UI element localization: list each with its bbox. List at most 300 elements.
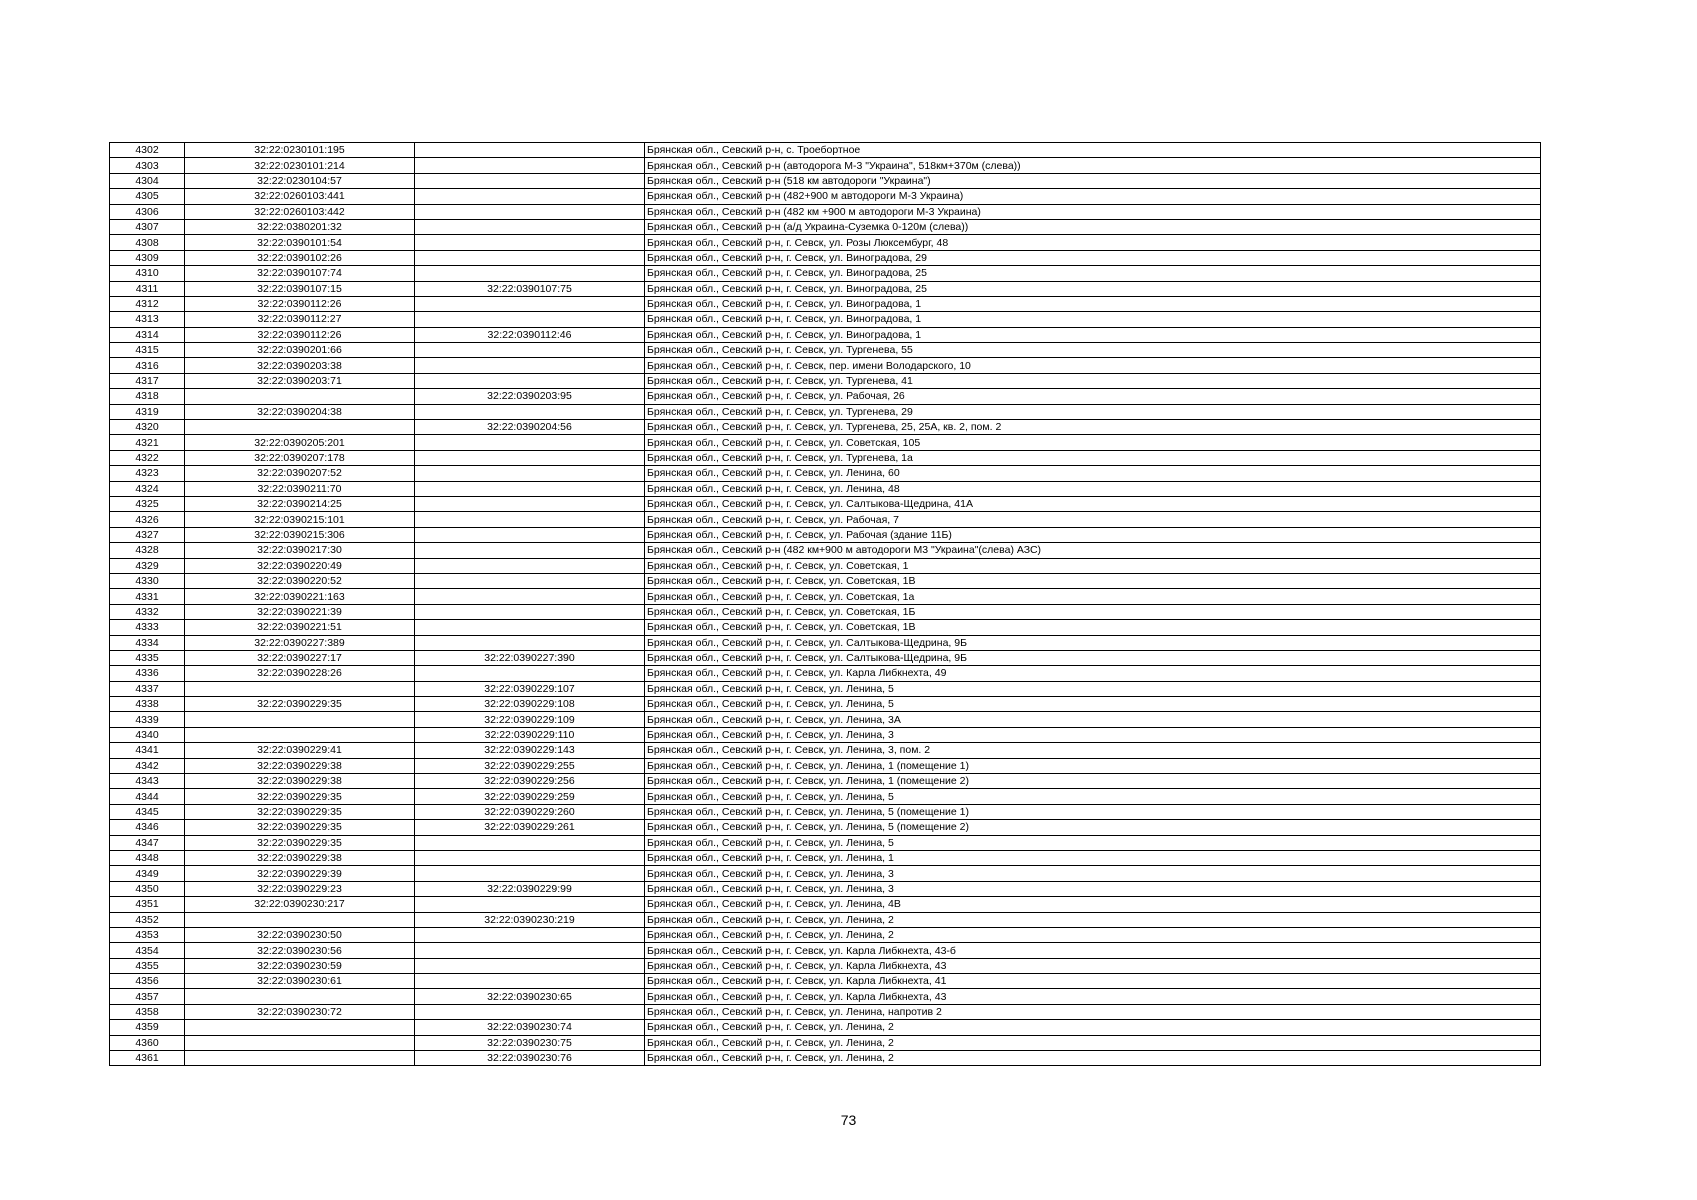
cadastral-number-cell: 32:22:0390211:70 <box>185 481 415 496</box>
address-cell: Брянская обл., Севский р-н, г. Севск, ул. Советская, 1Б <box>645 604 1541 619</box>
address-cell: Брянская обл., Севский р-н, г. Севск, ул. Виноградова, 1 <box>645 312 1541 327</box>
table-row <box>110 312 1541 327</box>
table-row <box>110 989 1541 1004</box>
related-cadastral-number-cell: 32:22:0390229:256 <box>415 774 645 789</box>
cadastral-number-cell: 32:22:0390203:71 <box>185 373 415 388</box>
cadastral-number-cell <box>185 389 415 404</box>
address-cell: Брянская обл., Севский р-н, г. Севск, ул. Советская, 1 <box>645 558 1541 573</box>
address-cell: Брянская обл., Севский р-н, г. Севск, ул. Ленина, 2 <box>645 1051 1541 1066</box>
address-cell: Брянская обл., Севский р-н, г. Севск, ул. Ленина, 2 <box>645 912 1541 927</box>
related-cadastral-number-cell <box>415 927 645 942</box>
address-cell: Брянская обл., Севский р-н, г. Севск, ул. Тургенева, 55 <box>645 343 1541 358</box>
address-cell: Брянская обл., Севский р-н, г. Севск, ул. Карла Либкнехта, 41 <box>645 974 1541 989</box>
address-cell: Брянская обл., Севский р-н, г. Севск, ул. Советская, 105 <box>645 435 1541 450</box>
cadastral-number-cell: 32:22:0390214:25 <box>185 496 415 511</box>
related-cadastral-number-cell: 32:22:0390204:56 <box>415 420 645 435</box>
address-cell: Брянская обл., Севский р-н, г. Севск, ул. Виноградова, 25 <box>645 266 1541 281</box>
table-row <box>110 435 1541 450</box>
table-row <box>110 589 1541 604</box>
address-cell: Брянская обл., Севский р-н, г. Севск, ул. Рабочая, 7 <box>645 512 1541 527</box>
cadastral-number-cell: 32:22:0390112:26 <box>185 327 415 342</box>
row-number-cell: 4314 <box>110 327 185 342</box>
related-cadastral-number-cell: 32:22:0390229:110 <box>415 727 645 742</box>
cadastral-number-cell <box>185 1035 415 1050</box>
table-row <box>110 358 1541 373</box>
row-number-cell: 4313 <box>110 312 185 327</box>
table-row <box>110 1020 1541 1035</box>
table-row <box>110 1035 1541 1050</box>
table-row <box>110 235 1541 250</box>
address-cell: Брянская обл., Севский р-н, г. Севск, ул. Карла Либкнехта, 43-б <box>645 943 1541 958</box>
related-cadastral-number-cell <box>415 1004 645 1019</box>
table-row <box>110 881 1541 896</box>
table-row <box>110 620 1541 635</box>
row-number-cell: 4325 <box>110 496 185 511</box>
table-row <box>110 650 1541 665</box>
related-cadastral-number-cell <box>415 358 645 373</box>
row-number-cell: 4321 <box>110 435 185 450</box>
row-number-cell: 4327 <box>110 527 185 542</box>
related-cadastral-number-cell: 32:22:0390229:109 <box>415 712 645 727</box>
table-row <box>110 758 1541 773</box>
table-row <box>110 266 1541 281</box>
related-cadastral-number-cell <box>415 974 645 989</box>
related-cadastral-number-cell <box>415 543 645 558</box>
cadastral-number-cell <box>185 727 415 742</box>
cadastral-number-cell: 32:22:0390229:35 <box>185 804 415 819</box>
related-cadastral-number-cell: 32:22:0390229:260 <box>415 804 645 819</box>
cadastral-number-cell: 32:22:0390229:23 <box>185 881 415 896</box>
row-number-cell: 4310 <box>110 266 185 281</box>
row-number-cell: 4355 <box>110 958 185 973</box>
cadastral-number-cell: 32:22:0390230:217 <box>185 897 415 912</box>
row-number-cell: 4326 <box>110 512 185 527</box>
cadastral-number-cell <box>185 989 415 1004</box>
cadastral-number-cell: 32:22:0390112:26 <box>185 296 415 311</box>
row-number-cell: 4358 <box>110 1004 185 1019</box>
cadastral-number-cell: 32:22:0390203:38 <box>185 358 415 373</box>
row-number-cell: 4360 <box>110 1035 185 1050</box>
cadastral-number-cell: 32:22:0390227:17 <box>185 650 415 665</box>
address-cell: Брянская обл., Севский р-н, с. Троебортное <box>645 143 1541 158</box>
row-number-cell: 4308 <box>110 235 185 250</box>
row-number-cell: 4305 <box>110 189 185 204</box>
row-number-cell: 4315 <box>110 343 185 358</box>
cadastral-number-cell: 32:22:0390230:61 <box>185 974 415 989</box>
address-cell: Брянская обл., Севский р-н (482 км+900 м автодороги М3 "Украина"(слева) АЗС) <box>645 543 1541 558</box>
cadastral-number-cell: 32:22:0390229:35 <box>185 820 415 835</box>
related-cadastral-number-cell <box>415 620 645 635</box>
address-cell: Брянская обл., Севский р-н (а/д Украина-Суземка 0-120м (слева)) <box>645 219 1541 234</box>
related-cadastral-number-cell <box>415 173 645 188</box>
row-number-cell: 4311 <box>110 281 185 296</box>
row-number-cell: 4306 <box>110 204 185 219</box>
table-row <box>110 373 1541 388</box>
related-cadastral-number-cell <box>415 835 645 850</box>
cadastral-number-cell: 32:22:0390107:74 <box>185 266 415 281</box>
related-cadastral-number-cell: 32:22:0390230:219 <box>415 912 645 927</box>
table-row <box>110 281 1541 296</box>
row-number-cell: 4312 <box>110 296 185 311</box>
cadastral-number-cell: 32:22:0390229:38 <box>185 774 415 789</box>
address-cell: Брянская обл., Севский р-н, г. Севск, ул. Ленина, 2 <box>645 1035 1541 1050</box>
table-row <box>110 204 1541 219</box>
address-cell: Брянская обл., Севский р-н, г. Севск, ул. Салтыкова-Щедрина, 9Б <box>645 650 1541 665</box>
related-cadastral-number-cell <box>415 635 645 650</box>
related-cadastral-number-cell: 32:22:0390229:99 <box>415 881 645 896</box>
related-cadastral-number-cell <box>415 589 645 604</box>
row-number-cell: 4329 <box>110 558 185 573</box>
related-cadastral-number-cell <box>415 235 645 250</box>
related-cadastral-number-cell: 32:22:0390107:75 <box>415 281 645 296</box>
related-cadastral-number-cell <box>415 850 645 865</box>
address-cell: Брянская обл., Севский р-н, г. Севск, ул. Ленина, напротив 2 <box>645 1004 1541 1019</box>
address-cell: Брянская обл., Севский р-н (518 км автодороги "Украина") <box>645 173 1541 188</box>
cadastral-number-cell: 32:22:0390230:59 <box>185 958 415 973</box>
row-number-cell: 4357 <box>110 989 185 1004</box>
cadastral-number-cell: 32:22:0390229:39 <box>185 866 415 881</box>
address-cell: Брянская обл., Севский р-н (автодорога М-3 "Украина", 518км+370м (слева)) <box>645 158 1541 173</box>
address-cell: Брянская обл., Севский р-н, г. Севск, ул. Ленина, 60 <box>645 466 1541 481</box>
row-number-cell: 4343 <box>110 774 185 789</box>
address-cell: Брянская обл., Севский р-н, г. Севск, ул. Ленина, 5 <box>645 681 1541 696</box>
cadastral-number-cell: 32:22:0390220:49 <box>185 558 415 573</box>
address-cell: Брянская обл., Севский р-н, г. Севск, ул. Салтыкова-Щедрина, 9Б <box>645 635 1541 650</box>
cadastral-number-cell: 32:22:0390220:52 <box>185 573 415 588</box>
table-row <box>110 681 1541 696</box>
table-row <box>110 866 1541 881</box>
related-cadastral-number-cell: 32:22:0390229:143 <box>415 743 645 758</box>
related-cadastral-number-cell: 32:22:0390227:390 <box>415 650 645 665</box>
related-cadastral-number-cell: 32:22:0390230:74 <box>415 1020 645 1035</box>
address-cell: Брянская обл., Севский р-н, г. Севск, ул. Ленина, 5 (помещение 2) <box>645 820 1541 835</box>
related-cadastral-number-cell <box>415 343 645 358</box>
cadastral-number-cell: 32:22:0230101:214 <box>185 158 415 173</box>
address-cell: Брянская обл., Севский р-н, г. Севск, ул. Ленина, 2 <box>645 927 1541 942</box>
row-number-cell: 4334 <box>110 635 185 650</box>
related-cadastral-number-cell <box>415 558 645 573</box>
address-cell: Брянская обл., Севский р-н, г. Севск, ул. Виноградова, 25 <box>645 281 1541 296</box>
row-number-cell: 4328 <box>110 543 185 558</box>
row-number-cell: 4333 <box>110 620 185 635</box>
cadastral-number-cell: 32:22:0230101:195 <box>185 143 415 158</box>
address-cell: Брянская обл., Севский р-н, г. Севск, ул. Рабочая, 26 <box>645 389 1541 404</box>
row-number-cell: 4309 <box>110 250 185 265</box>
cadastral-number-cell: 32:22:0390229:38 <box>185 850 415 865</box>
row-number-cell: 4361 <box>110 1051 185 1066</box>
cadastral-number-cell: 32:22:0390227:389 <box>185 635 415 650</box>
related-cadastral-number-cell: 32:22:0390229:255 <box>415 758 645 773</box>
cadastral-number-cell <box>185 420 415 435</box>
table-row <box>110 666 1541 681</box>
cadastral-number-cell: 32:22:0390204:38 <box>185 404 415 419</box>
address-cell: Брянская обл., Севский р-н, г. Севск, пер. имени Володарского, 10 <box>645 358 1541 373</box>
cadastral-number-cell: 32:22:0390230:50 <box>185 927 415 942</box>
related-cadastral-number-cell <box>415 573 645 588</box>
address-cell: Брянская обл., Севский р-н, г. Севск, ул. Ленина, 5 (помещение 1) <box>645 804 1541 819</box>
row-number-cell: 4337 <box>110 681 185 696</box>
related-cadastral-number-cell <box>415 958 645 973</box>
table-row <box>110 466 1541 481</box>
table-row <box>110 389 1541 404</box>
related-cadastral-number-cell <box>415 266 645 281</box>
address-cell: Брянская обл., Севский р-н, г. Севск, ул. Ленина, 5 <box>645 789 1541 804</box>
table-row <box>110 974 1541 989</box>
address-cell: Брянская обл., Севский р-н, г. Севск, ул. Виноградова, 29 <box>645 250 1541 265</box>
cadastral-number-cell: 32:22:0390221:39 <box>185 604 415 619</box>
row-number-cell: 4345 <box>110 804 185 819</box>
address-cell: Брянская обл., Севский р-н, г. Севск, ул. Карла Либкнехта, 43 <box>645 989 1541 1004</box>
address-cell: Брянская обл., Севский р-н, г. Севск, ул. Карла Либкнехта, 49 <box>645 666 1541 681</box>
related-cadastral-number-cell <box>415 450 645 465</box>
table-row <box>110 835 1541 850</box>
cadastral-number-cell: 32:22:0390215:101 <box>185 512 415 527</box>
related-cadastral-number-cell <box>415 404 645 419</box>
row-number-cell: 4338 <box>110 697 185 712</box>
row-number-cell: 4335 <box>110 650 185 665</box>
table-row <box>110 820 1541 835</box>
cadastral-number-cell: 32:22:0390107:15 <box>185 281 415 296</box>
row-number-cell: 4339 <box>110 712 185 727</box>
table-row <box>110 789 1541 804</box>
address-cell: Брянская обл., Севский р-н, г. Севск, ул. Ленина, 4В <box>645 897 1541 912</box>
table-row <box>110 219 1541 234</box>
related-cadastral-number-cell <box>415 866 645 881</box>
address-cell: Брянская обл., Севский р-н, г. Севск, ул. Тургенева, 41 <box>645 373 1541 388</box>
related-cadastral-number-cell <box>415 312 645 327</box>
table-row <box>110 604 1541 619</box>
row-number-cell: 4349 <box>110 866 185 881</box>
cadastral-number-cell: 32:22:0390217:30 <box>185 543 415 558</box>
registry-table-body <box>110 143 1541 1066</box>
table-row <box>110 527 1541 542</box>
address-cell: Брянская обл., Севский р-н, г. Севск, ул. Тургенева, 29 <box>645 404 1541 419</box>
related-cadastral-number-cell <box>415 496 645 511</box>
related-cadastral-number-cell <box>415 373 645 388</box>
table-row <box>110 1051 1541 1066</box>
table-row <box>110 697 1541 712</box>
row-number-cell: 4353 <box>110 927 185 942</box>
related-cadastral-number-cell <box>415 666 645 681</box>
related-cadastral-number-cell <box>415 435 645 450</box>
table-row <box>110 912 1541 927</box>
table-row <box>110 573 1541 588</box>
address-cell: Брянская обл., Севский р-н, г. Севск, ул. Розы Люксембург, 48 <box>645 235 1541 250</box>
table-row <box>110 496 1541 511</box>
cadastral-number-cell: 32:22:0390229:35 <box>185 789 415 804</box>
cadastral-number-cell: 32:22:0390229:38 <box>185 758 415 773</box>
cadastral-number-cell: 32:22:0260103:442 <box>185 204 415 219</box>
cadastral-number-cell: 32:22:0380201:32 <box>185 219 415 234</box>
table-row <box>110 927 1541 942</box>
related-cadastral-number-cell: 32:22:0390230:65 <box>415 989 645 1004</box>
table-row <box>110 481 1541 496</box>
row-number-cell: 4302 <box>110 143 185 158</box>
address-cell: Брянская обл., Севский р-н (482+900 м автодороги М-3 Украина) <box>645 189 1541 204</box>
cadastral-number-cell: 32:22:0230104:57 <box>185 173 415 188</box>
cadastral-number-cell: 32:22:0390230:72 <box>185 1004 415 1019</box>
related-cadastral-number-cell: 32:22:0390229:261 <box>415 820 645 835</box>
address-cell: Брянская обл., Севский р-н, г. Севск, ул. Ленина, 3А <box>645 712 1541 727</box>
related-cadastral-number-cell <box>415 143 645 158</box>
table-row <box>110 727 1541 742</box>
cadastral-number-cell: 32:22:0390207:178 <box>185 450 415 465</box>
cadastral-number-cell: 32:22:0390221:163 <box>185 589 415 604</box>
cadastral-number-cell <box>185 1051 415 1066</box>
table-row <box>110 712 1541 727</box>
table-row <box>110 327 1541 342</box>
related-cadastral-number-cell <box>415 481 645 496</box>
address-cell: Брянская обл., Севский р-н, г. Севск, ул. Ленина, 3 <box>645 727 1541 742</box>
table-row <box>110 143 1541 158</box>
row-number-cell: 4307 <box>110 219 185 234</box>
address-cell: Брянская обл., Севский р-н, г. Севск, ул. Советская, 1В <box>645 620 1541 635</box>
row-number-cell: 4322 <box>110 450 185 465</box>
page-number: 73 <box>840 1112 857 1128</box>
address-cell: Брянская обл., Севский р-н, г. Севск, ул. Карла Либкнехта, 43 <box>645 958 1541 973</box>
address-cell: Брянская обл., Севский р-н (482 км +900 м автодороги М-3 Украина) <box>645 204 1541 219</box>
related-cadastral-number-cell <box>415 158 645 173</box>
row-number-cell: 4317 <box>110 373 185 388</box>
cadastral-number-cell: 32:22:0390205:201 <box>185 435 415 450</box>
row-number-cell: 4356 <box>110 974 185 989</box>
related-cadastral-number-cell: 32:22:0390112:46 <box>415 327 645 342</box>
table-row <box>110 189 1541 204</box>
table-row <box>110 1004 1541 1019</box>
row-number-cell: 4351 <box>110 897 185 912</box>
related-cadastral-number-cell <box>415 250 645 265</box>
table-row <box>110 804 1541 819</box>
cadastral-number-cell: 32:22:0390112:27 <box>185 312 415 327</box>
address-cell: Брянская обл., Севский р-н, г. Севск, ул. Ленина, 1 (помещение 2) <box>645 774 1541 789</box>
row-number-cell: 4323 <box>110 466 185 481</box>
address-cell: Брянская обл., Севский р-н, г. Севск, ул. Ленина, 48 <box>645 481 1541 496</box>
row-number-cell: 4347 <box>110 835 185 850</box>
related-cadastral-number-cell <box>415 466 645 481</box>
table-row <box>110 943 1541 958</box>
address-cell: Брянская обл., Севский р-н, г. Севск, ул. Ленина, 5 <box>645 835 1541 850</box>
address-cell: Брянская обл., Севский р-н, г. Севск, ул. Виноградова, 1 <box>645 327 1541 342</box>
row-number-cell: 4319 <box>110 404 185 419</box>
cadastral-number-cell: 32:22:0390228:26 <box>185 666 415 681</box>
cadastral-number-cell: 32:22:0390230:56 <box>185 943 415 958</box>
related-cadastral-number-cell <box>415 512 645 527</box>
address-cell: Брянская обл., Севский р-н, г. Севск, ул. Виноградова, 1 <box>645 296 1541 311</box>
cadastral-number-cell <box>185 1020 415 1035</box>
address-cell: Брянская обл., Севский р-н, г. Севск, ул. Ленина, 3 <box>645 866 1541 881</box>
related-cadastral-number-cell: 32:22:0390229:259 <box>415 789 645 804</box>
related-cadastral-number-cell <box>415 189 645 204</box>
cadastral-number-cell: 32:22:0390201:66 <box>185 343 415 358</box>
row-number-cell: 4342 <box>110 758 185 773</box>
table-row <box>110 635 1541 650</box>
cadastral-number-cell <box>185 912 415 927</box>
cadastral-number-cell: 32:22:0390221:51 <box>185 620 415 635</box>
related-cadastral-number-cell <box>415 897 645 912</box>
related-cadastral-number-cell <box>415 943 645 958</box>
row-number-cell: 4344 <box>110 789 185 804</box>
address-cell: Брянская обл., Севский р-н, г. Севск, ул. Ленина, 1 (помещение 1) <box>645 758 1541 773</box>
cadastral-number-cell <box>185 712 415 727</box>
row-number-cell: 4352 <box>110 912 185 927</box>
address-cell: Брянская обл., Севский р-н, г. Севск, ул. Ленина, 1 <box>645 850 1541 865</box>
row-number-cell: 4331 <box>110 589 185 604</box>
row-number-cell: 4359 <box>110 1020 185 1035</box>
registry-table <box>109 142 1541 1066</box>
table-row <box>110 420 1541 435</box>
row-number-cell: 4346 <box>110 820 185 835</box>
cadastral-number-cell: 32:22:0390102:26 <box>185 250 415 265</box>
table-row <box>110 512 1541 527</box>
related-cadastral-number-cell <box>415 296 645 311</box>
address-cell: Брянская обл., Севский р-н, г. Севск, ул. Советская, 1а <box>645 589 1541 604</box>
table-row <box>110 543 1541 558</box>
related-cadastral-number-cell: 32:22:0390203:95 <box>415 389 645 404</box>
row-number-cell: 4316 <box>110 358 185 373</box>
row-number-cell: 4320 <box>110 420 185 435</box>
related-cadastral-number-cell <box>415 204 645 219</box>
related-cadastral-number-cell <box>415 604 645 619</box>
table-row <box>110 450 1541 465</box>
table-row <box>110 958 1541 973</box>
address-cell: Брянская обл., Севский р-н, г. Севск, ул. Советская, 1В <box>645 573 1541 588</box>
row-number-cell: 4330 <box>110 573 185 588</box>
table-row <box>110 404 1541 419</box>
row-number-cell: 4340 <box>110 727 185 742</box>
cadastral-number-cell: 32:22:0390207:52 <box>185 466 415 481</box>
cadastral-number-cell: 32:22:0390229:41 <box>185 743 415 758</box>
table-row <box>110 158 1541 173</box>
row-number-cell: 4332 <box>110 604 185 619</box>
row-number-cell: 4324 <box>110 481 185 496</box>
row-number-cell: 4336 <box>110 666 185 681</box>
related-cadastral-number-cell: 32:22:0390229:108 <box>415 697 645 712</box>
cadastral-number-cell: 32:22:0390229:35 <box>185 697 415 712</box>
cadastral-number-cell: 32:22:0390229:35 <box>185 835 415 850</box>
address-cell: Брянская обл., Севский р-н, г. Севск, ул. Тургенева, 25, 25А, кв. 2, пом. 2 <box>645 420 1541 435</box>
table-row <box>110 743 1541 758</box>
related-cadastral-number-cell: 32:22:0390230:76 <box>415 1051 645 1066</box>
table-row <box>110 173 1541 188</box>
address-cell: Брянская обл., Севский р-н, г. Севск, ул. Рабочая (здание 11Б) <box>645 527 1541 542</box>
address-cell: Брянская обл., Севский р-н, г. Севск, ул. Салтыкова-Щедрина, 41А <box>645 496 1541 511</box>
row-number-cell: 4304 <box>110 173 185 188</box>
address-cell: Брянская обл., Севский р-н, г. Севск, ул. Ленина, 3, пом. 2 <box>645 743 1541 758</box>
related-cadastral-number-cell: 32:22:0390230:75 <box>415 1035 645 1050</box>
address-cell: Брянская обл., Севский р-н, г. Севск, ул. Ленина, 2 <box>645 1020 1541 1035</box>
table-row <box>110 250 1541 265</box>
cadastral-number-cell: 32:22:0390215:306 <box>185 527 415 542</box>
address-cell: Брянская обл., Севский р-н, г. Севск, ул. Ленина, 5 <box>645 697 1541 712</box>
table-row <box>110 343 1541 358</box>
row-number-cell: 4354 <box>110 943 185 958</box>
related-cadastral-number-cell <box>415 527 645 542</box>
table-row <box>110 897 1541 912</box>
table-row <box>110 774 1541 789</box>
cadastral-number-cell: 32:22:0260103:441 <box>185 189 415 204</box>
table-row <box>110 558 1541 573</box>
related-cadastral-number-cell <box>415 219 645 234</box>
row-number-cell: 4350 <box>110 881 185 896</box>
row-number-cell: 4341 <box>110 743 185 758</box>
related-cadastral-number-cell: 32:22:0390229:107 <box>415 681 645 696</box>
cadastral-number-cell: 32:22:0390101:54 <box>185 235 415 250</box>
table-row <box>110 850 1541 865</box>
row-number-cell: 4303 <box>110 158 185 173</box>
address-cell: Брянская обл., Севский р-н, г. Севск, ул. Тургенева, 1а <box>645 450 1541 465</box>
table-row <box>110 296 1541 311</box>
row-number-cell: 4348 <box>110 850 185 865</box>
